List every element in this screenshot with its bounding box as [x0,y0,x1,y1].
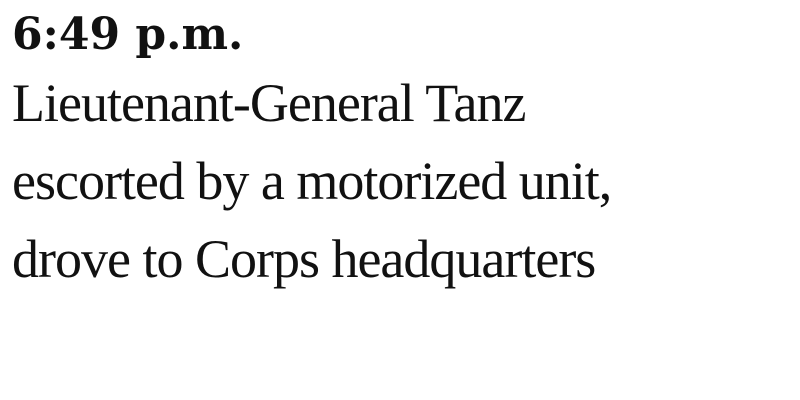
timeline-entry [12,6,792,298]
description-line-3: drove to Corps headquarters [12,229,596,289]
entry-description [12,64,792,298]
description-line-2: escorted by a motorized unit, [12,151,612,211]
description-line-1: Lieutenant-General Tanz [12,73,526,133]
entry-timestamp: 6:49 p.m. [12,9,244,60]
